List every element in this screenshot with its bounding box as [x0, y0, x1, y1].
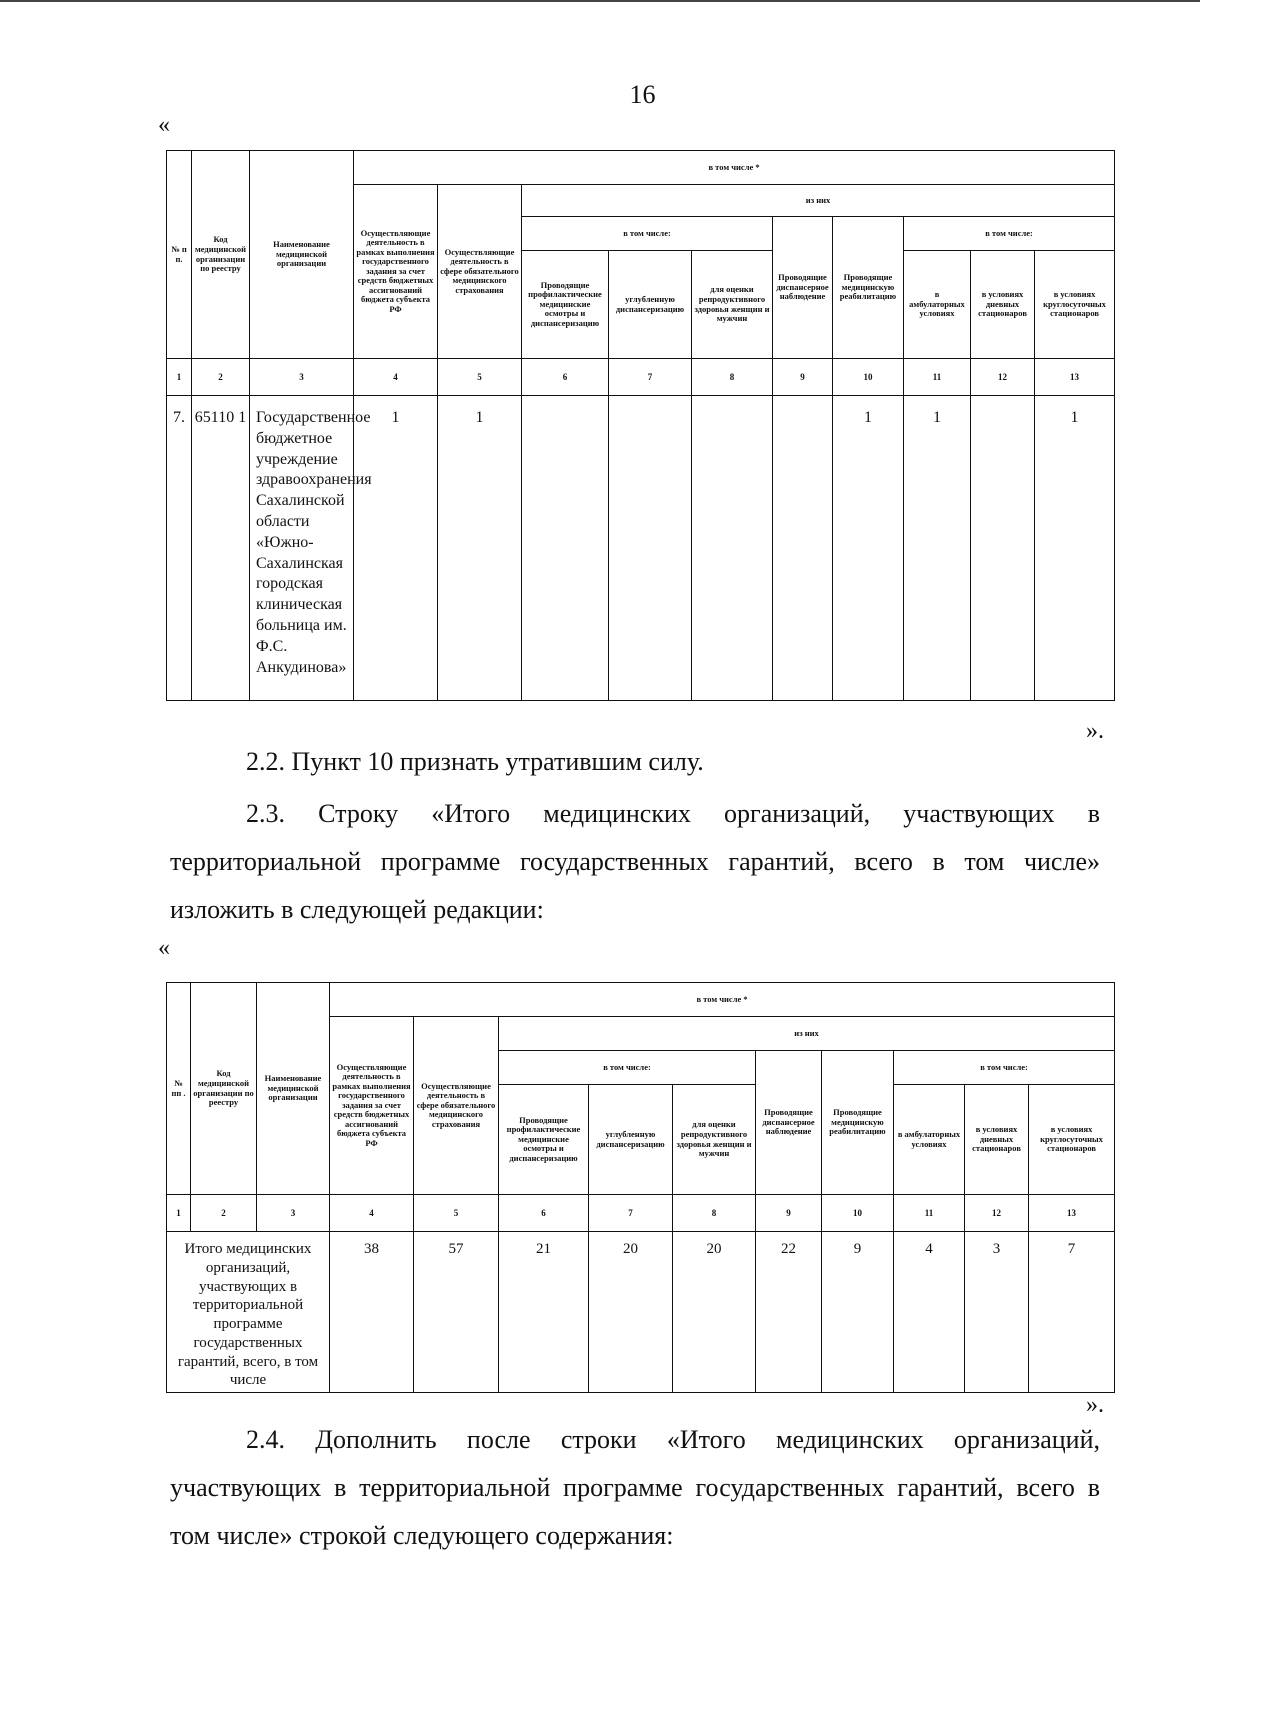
open-quote: «: [158, 935, 170, 961]
table-organization-row: [166, 150, 1115, 701]
value-cell: 1: [833, 396, 904, 701]
header-number: № пп .: [167, 983, 191, 1195]
column-number: 3: [257, 1195, 330, 1232]
value-cell: 1: [354, 396, 438, 701]
column-number: 9: [773, 359, 833, 396]
header-dispensary: Проводящие диспансерное наблюдение: [756, 1051, 822, 1195]
header-of-them: из них: [522, 185, 1115, 217]
value-cell: 38: [330, 1232, 414, 1393]
paragraph-2-4: 2.4. Дополнить после строки «Итого медицинских организаций, участвующих в территориальной программе государственных гарантий, всего в том числе» строкой следующего содержания:: [170, 1425, 1100, 1550]
row-org-name: Государственное бюджетное учреждение здравоохранения Сахалинской области «Южно-Сахалинская городская клиническая больница им. Ф.С. Анкудинова»: [250, 396, 354, 701]
value-cell: 1: [438, 396, 522, 701]
column-number: 11: [894, 1195, 965, 1232]
column-number: 1: [167, 359, 192, 396]
column-number: 10: [833, 359, 904, 396]
paragraph-2-3: 2.3. Строку «Итого медицинских организаций, участвующих в территориальной программе государственных гарантий, всего в том числе» изложить в следующей редакции:: [170, 799, 1100, 924]
row-number: 7.: [167, 396, 192, 701]
header-round-clock: в условиях круглосуточных стационаров: [1029, 1085, 1115, 1195]
value-cell: 1: [904, 396, 971, 701]
column-number: 11: [904, 359, 971, 396]
column-number: 1: [167, 1195, 191, 1232]
column-numbers-row: [167, 359, 1115, 396]
value-cell: 3: [965, 1232, 1029, 1393]
column-number: 7: [609, 359, 692, 396]
row-code: 65110 1: [192, 396, 250, 701]
column-number: 6: [522, 359, 609, 396]
header-name: Наименование медицинской организации: [257, 983, 330, 1195]
value-cell: [609, 396, 692, 701]
top-border: [0, 0, 1200, 2]
header-oms: Осуществляющие деятельность в сфере обязательного медицинского страхования: [414, 1017, 499, 1195]
value-cell: 57: [414, 1232, 499, 1393]
column-numbers-row: [167, 1195, 1115, 1232]
header-code: Код медицинской организации по реестру: [191, 983, 257, 1195]
value-cell: [773, 396, 833, 701]
column-number: 5: [414, 1195, 499, 1232]
column-number: 2: [192, 359, 250, 396]
column-number: 9: [756, 1195, 822, 1232]
value-cell: 9: [822, 1232, 894, 1393]
column-number: 7: [589, 1195, 673, 1232]
value-cell: 22: [756, 1232, 822, 1393]
close-quote: ».: [1086, 1392, 1104, 1418]
header-outpatient: в амбулаторных условиях: [894, 1085, 965, 1195]
header-name: Наименование медицинской организации: [250, 151, 354, 359]
header-deep-dispensary: углубленную диспансеризацию: [589, 1085, 673, 1195]
header-day-hospital: в условиях дневных стационаров: [965, 1085, 1029, 1195]
header-in-total: в том числе *: [354, 151, 1115, 185]
value-cell: 20: [673, 1232, 756, 1393]
header-prophylactic: Проводящие профилактические медицинские осмотры и диспансеризацию: [499, 1085, 589, 1195]
header-reproductive: для оценки репродуктивного здоровья женщин и мужчин: [692, 251, 773, 359]
column-number: 8: [692, 359, 773, 396]
header-rehab: Проводящие медицинскую реабилитацию: [833, 217, 904, 359]
page-number: 16: [629, 80, 656, 109]
column-number: 5: [438, 359, 522, 396]
header-in-that-number-b: в том числе:: [894, 1051, 1115, 1085]
column-number: 6: [499, 1195, 589, 1232]
column-number: 13: [1029, 1195, 1115, 1232]
header-in-that-number-a: в том числе:: [499, 1051, 756, 1085]
value-cell: 7: [1029, 1232, 1115, 1393]
header-round-clock: в условиях круглосуточных стационаров: [1035, 251, 1115, 359]
header-rehab: Проводящие медицинскую реабилитацию: [822, 1051, 894, 1195]
header-oms: Осуществляющие деятельность в сфере обязательного медицинского страхования: [438, 185, 522, 359]
column-number: 3: [250, 359, 354, 396]
header-dispensary: Проводящие диспансерное наблюдение: [773, 217, 833, 359]
value-cell: [522, 396, 609, 701]
header-code: Код медицинской организации по реестру: [192, 151, 250, 359]
column-number: 4: [330, 1195, 414, 1232]
header-in-that-number-b: в том числе:: [904, 217, 1115, 251]
table-row: [167, 1232, 1115, 1393]
column-number: 4: [354, 359, 438, 396]
header-reproductive: для оценки репродуктивного здоровья женщин и мужчин: [673, 1085, 756, 1195]
header-deep-dispensary: углубленную диспансеризацию: [609, 251, 692, 359]
header-prophylactic: Проводящие профилактические медицинские осмотры и диспансеризацию: [522, 251, 609, 359]
header-state-task: Осуществляющие деятельность в рамках выполнения государственного задания за счет средств бюджетных ассигнований бюджета субъекта РФ: [330, 1017, 414, 1195]
value-cell: [971, 396, 1035, 701]
header-in-total: в том числе *: [330, 983, 1115, 1017]
total-label: Итого медицинских организаций, участвующих в территориальной программе государственных гарантий, всего, в том числе: [167, 1232, 330, 1393]
header-of-them: из них: [499, 1017, 1115, 1051]
table-row: [167, 396, 1115, 701]
value-cell: 1: [1035, 396, 1115, 701]
close-quote: ».: [1086, 718, 1104, 744]
header-state-task: Осуществляющие деятельность в рамках выполнения государственного задания за счет средств бюджетных ассигнований бюджета субъекта РФ: [354, 185, 438, 359]
header-day-hospital: в условиях дневных стационаров: [971, 251, 1035, 359]
header-in-that-number-a: в том числе:: [522, 217, 773, 251]
header-outpatient: в амбулаторных условиях: [904, 251, 971, 359]
column-number: 13: [1035, 359, 1115, 396]
value-cell: 21: [499, 1232, 589, 1393]
column-number: 12: [965, 1195, 1029, 1232]
paragraph-2-2: 2.2. Пункт 10 признать утратившим силу.: [246, 747, 704, 776]
column-number: 12: [971, 359, 1035, 396]
value-cell: [692, 396, 773, 701]
column-number: 2: [191, 1195, 257, 1232]
table-total-row: [166, 982, 1115, 1393]
column-number: 8: [673, 1195, 756, 1232]
column-number: 10: [822, 1195, 894, 1232]
open-quote: «: [158, 112, 170, 138]
value-cell: 4: [894, 1232, 965, 1393]
value-cell: 20: [589, 1232, 673, 1393]
header-number: № п п.: [167, 151, 192, 359]
